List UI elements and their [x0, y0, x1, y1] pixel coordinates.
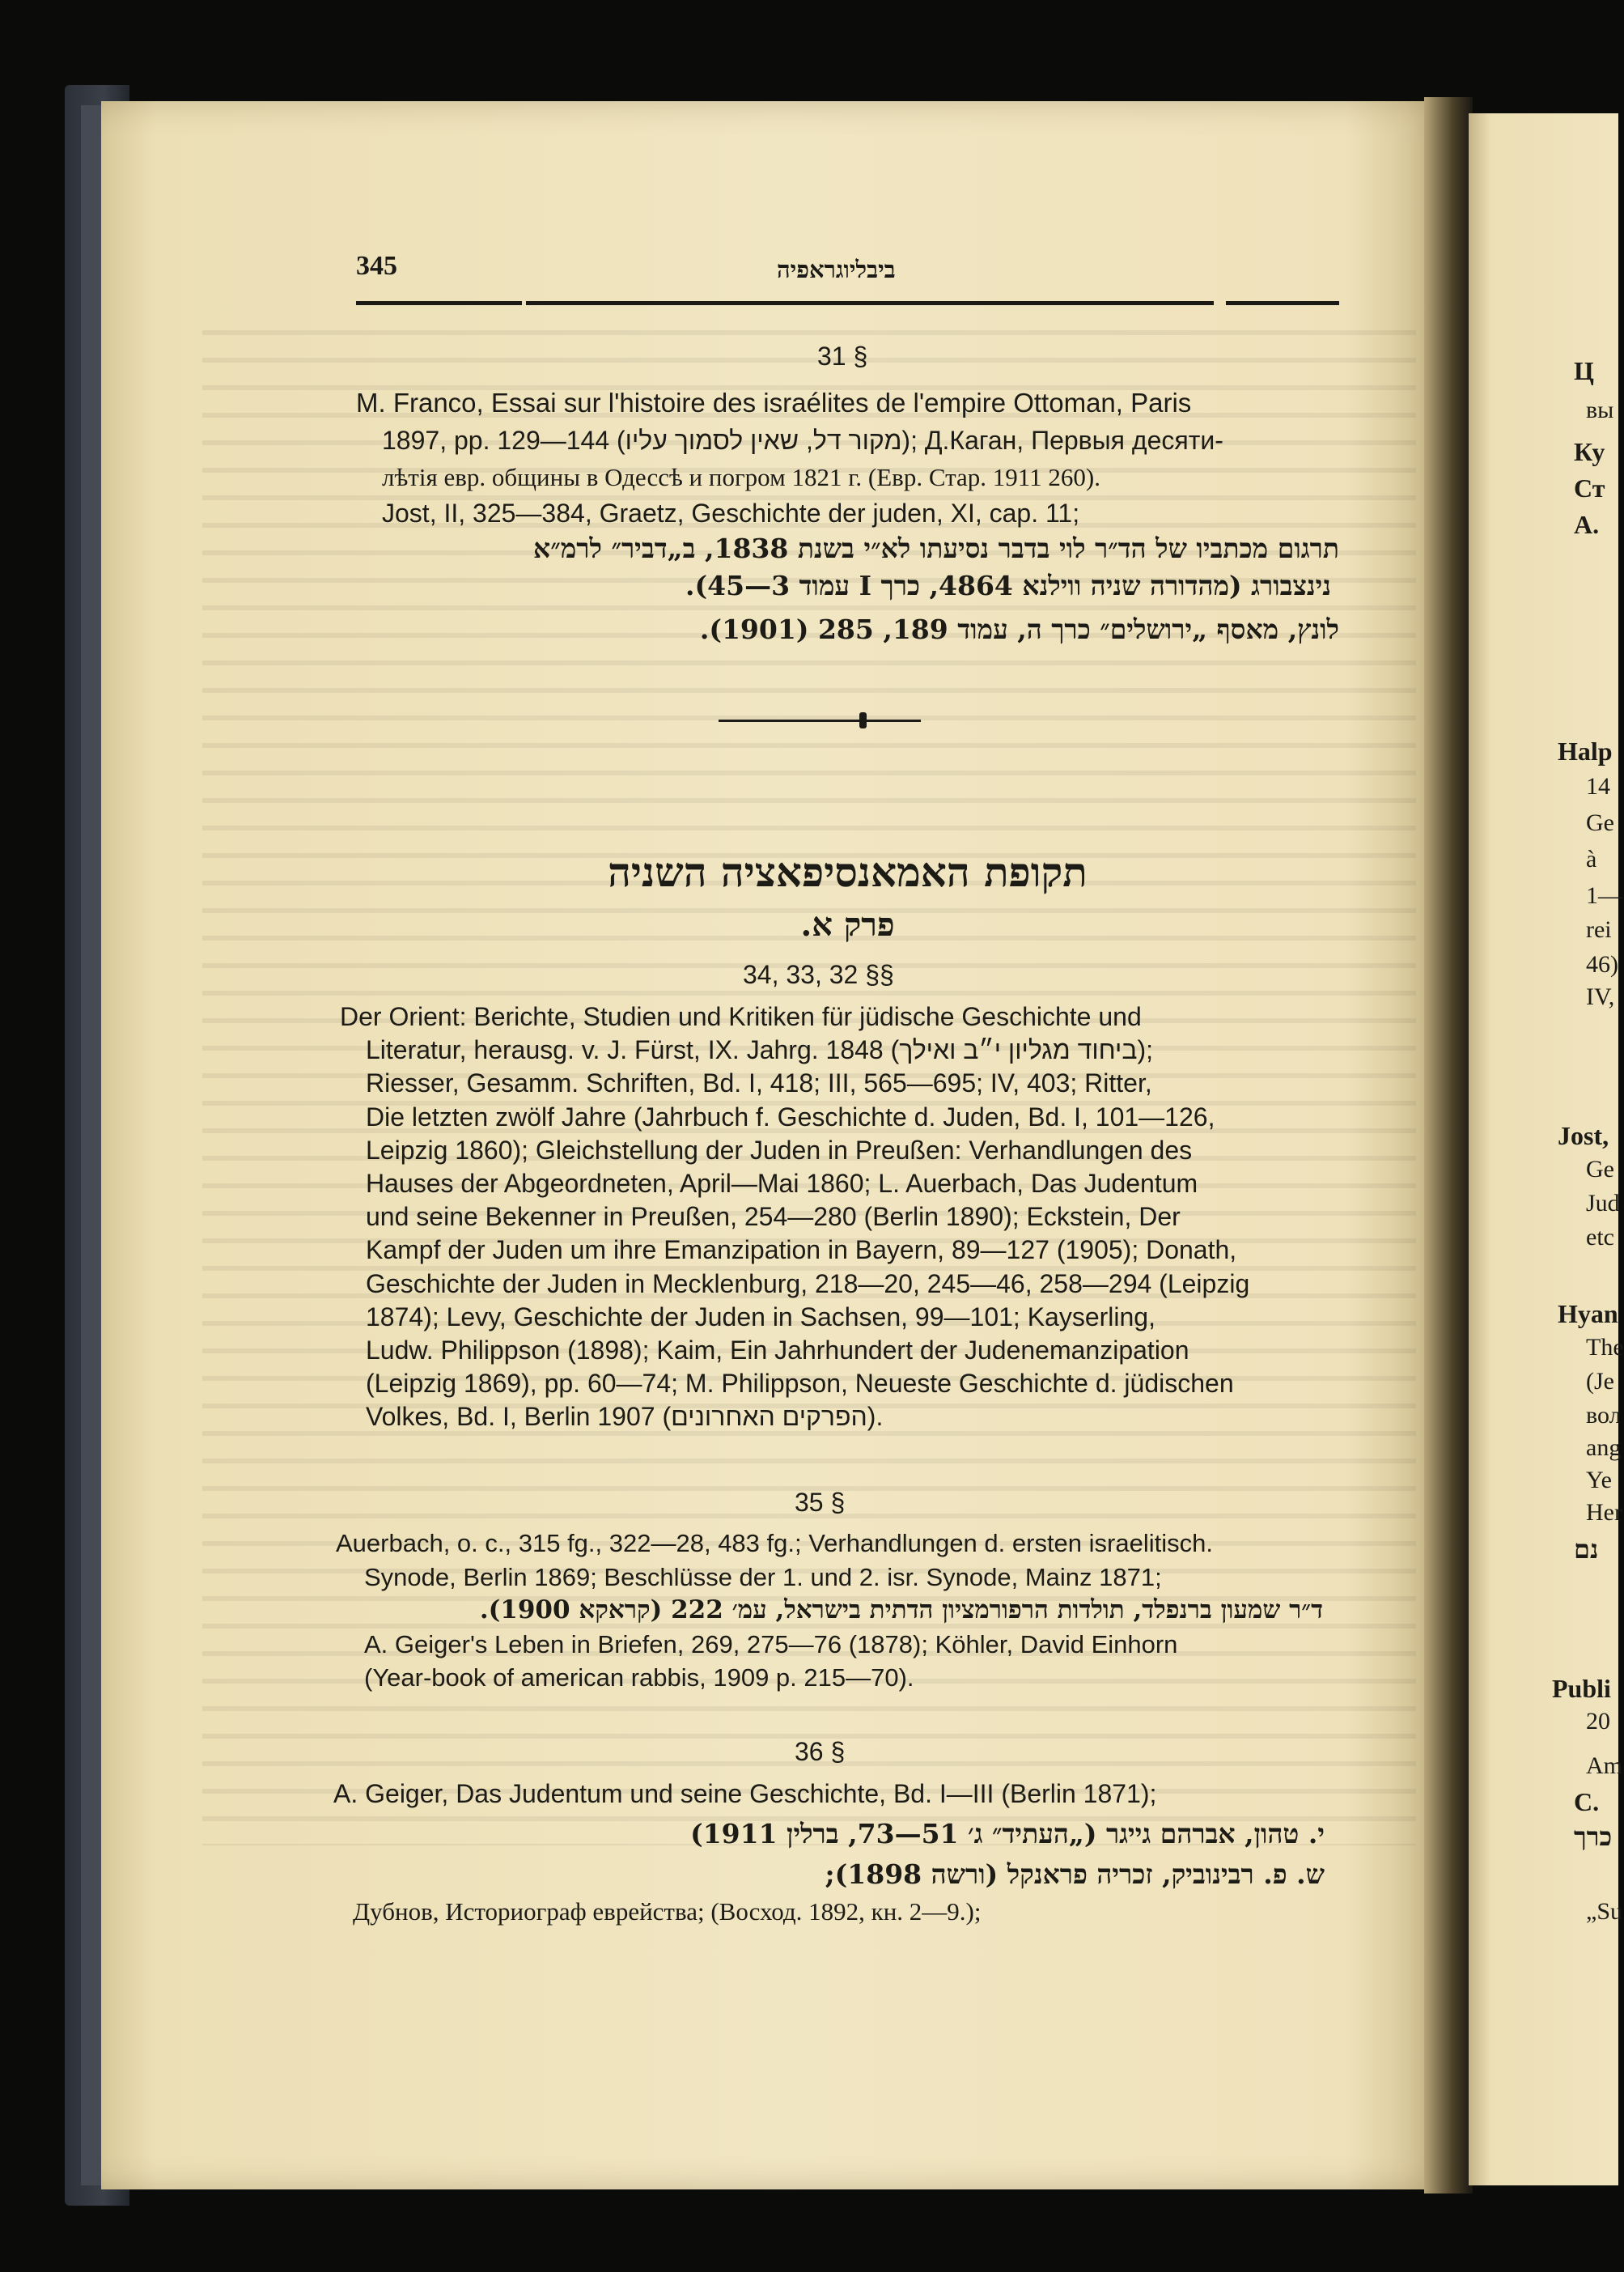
sec32-line: 1874); Levy, Geschichte der Juden in Sachsen, 99—101; Kayserling,: [366, 1302, 1155, 1331]
right-page-fragment: IV,: [1586, 983, 1615, 1010]
right-page-fragment: כרך: [1574, 1821, 1613, 1852]
right-page-fragment: ang: [1586, 1434, 1622, 1461]
sec31-line-7: לונץ, מאסף „ירושלים״ כרך ה, עמוד 189, 285 (1901).: [699, 614, 1339, 645]
sec32-line: Riesser, Gesamm. Schriften, Bd. I, 418; III, 565—695; IV, 403; Ritter,: [366, 1068, 1152, 1098]
sec31-line-5: תרגום מכתביו של הד״ר לוי בדבר נסיעתו לא״י בשנת 1838, ב„דביר״ לרמ״א: [533, 533, 1339, 564]
right-page-fragment: вы: [1586, 397, 1614, 423]
right-page-fragment: А.: [1574, 510, 1600, 539]
right-page-fragment: вол: [1586, 1402, 1622, 1429]
sec35-line: Synode, Berlin 1869; Beschlüsse der 1. und 2. isr. Synode, Mainz 1871;: [364, 1562, 1162, 1591]
sec32-line: Leipzig 1860); Gleichstellung der Juden in Preußen: Verhandlungen des: [366, 1135, 1193, 1165]
sec35-line: (Year-book of american rabbis, 1909 p. 215—70).: [364, 1663, 914, 1692]
right-page-fragment: Jost,: [1558, 1121, 1609, 1150]
sec32-paragraph: [340, 1000, 1323, 1434]
right-page-fragment: Ge: [1586, 1156, 1614, 1183]
chapter-subtitle: פרק א.: [800, 906, 895, 944]
right-page-fragment: נם: [1574, 1534, 1599, 1565]
sec35-line: ד״ר שמעון ברנפלד, תולדות הרפורמציון הדתית בישראל, עמ׳ 222 (קראקא 1900).: [479, 1595, 1323, 1624]
section-35-heading: 35 §: [795, 1488, 846, 1517]
sec32-line: Kampf der Juden um ihre Emanzipation in Bayern, 89—127 (1905); Donath,: [366, 1235, 1237, 1265]
right-page-fragment: The: [1586, 1334, 1624, 1361]
right-page-fragment: Ц: [1574, 356, 1594, 385]
sec31-line-6: נינצבורג (מהדורה שניה ווילנא 4864, כרך I עמוד 3—45).: [685, 570, 1331, 601]
right-page-fragment: 20: [1586, 1708, 1610, 1735]
sec35-paragraph: [336, 1527, 1323, 1695]
right-page-fragment: Am: [1586, 1752, 1622, 1779]
right-page-fragment: 46): [1586, 951, 1618, 978]
right-page-fragment: 1—: [1586, 882, 1622, 909]
right-page-fragment: C.: [1574, 1787, 1600, 1816]
right-page-fragment: „Su: [1586, 1898, 1622, 1925]
right-page-fragment: 14: [1586, 773, 1610, 800]
section-divider: [719, 720, 921, 722]
sec32-line: Volkes, Bd. I, Berlin 1907 (הפרקים האחרונים).: [366, 1402, 884, 1432]
right-page-fragment: Halp: [1558, 737, 1613, 766]
right-page-fragment: Ку: [1574, 437, 1605, 466]
right-page-fragment: Publi: [1552, 1674, 1611, 1703]
sec32-line: Literatur, herausg. v. J. Fürst, IX. Jahrg. 1848 (ביחוד מגליון י״ב ואילך);: [366, 1035, 1154, 1065]
sec35-line: Auerbach, o. c., 315 fg., 322—28, 483 fg.; Verhandlungen d. ersten israelitisch.: [336, 1529, 1213, 1557]
right-page-fragment: Ye: [1586, 1467, 1612, 1493]
sec32-line: Hauses der Abgeordneten, April—Mai 1860; L. Auerbach, Das Judentum: [366, 1169, 1198, 1199]
sec35-line: A. Geiger's Leben in Briefen, 269, 275—76 (1878); Köhler, David Einhorn: [364, 1629, 1178, 1658]
book-gutter: [1424, 97, 1473, 2193]
header-rule-middle: [526, 301, 1214, 305]
sec32-line: und seine Bekenner in Preußen, 254—280 (Berlin 1890); Eckstein, Der: [366, 1202, 1181, 1232]
sec36-line-2: י. טהון, אברהם גייגר („העתיד״ ג׳ 51—73, ברלין 1911): [690, 1818, 1325, 1849]
sec36-line-3: ש. פ. רבינוביק, זכריה פראנקל (ורשה 1898);: [825, 1858, 1325, 1890]
sec31-line-2: 1897, pp. 129—144 (מקור דל, שאין לסמוך עליו); Д.Каган, Первыя десяти-: [382, 426, 1223, 455]
right-page-fragment: Hyan: [1558, 1299, 1618, 1328]
sec36-line-4: Дубнов, Историограф еврейства; (Восход. 1892, кн. 2—9.);: [353, 1897, 982, 1926]
divider-ornament: [859, 712, 867, 728]
right-page-fragment: Ст: [1574, 474, 1605, 503]
right-page-fragment: rei: [1586, 916, 1612, 943]
page-number: 345: [356, 251, 397, 281]
sec32-line: Die letzten zwölf Jahre (Jahrbuch f. Geschichte d. Juden, Bd. I, 101—126,: [366, 1102, 1215, 1132]
right-page-fragment: etc: [1586, 1224, 1614, 1251]
section-36-heading: 36 §: [795, 1737, 846, 1766]
right-page-fragment: (Je: [1586, 1368, 1614, 1395]
sec31-line-1: M. Franco, Essai sur l'histoire des israélites de l'empire Ottoman, Paris: [356, 388, 1192, 418]
sec31-line-4: Jost, II, 325—384, Graetz, Geschichte der juden, XI, cap. 11;: [382, 499, 1080, 528]
sec32-line: Geschichte der Juden in Mecklenburg, 218—20, 245—46, 258—294 (Leipzig: [366, 1268, 1250, 1298]
section-32-34-heading: 34, 33, 32 §§: [743, 960, 894, 989]
right-page-fragment: Ge: [1586, 809, 1614, 836]
right-page-fragment: Her: [1586, 1499, 1622, 1526]
sec32-line: Der Orient: Berichte, Studien und Kritiken für jüdische Geschichte und: [340, 1002, 1142, 1031]
right-page-fragment: à: [1586, 846, 1597, 873]
sec36-line-1: A. Geiger, Das Judentum und seine Geschichte, Bd. I—III (Berlin 1871);: [333, 1779, 1157, 1808]
running-title: ביבליוגראפיה: [777, 256, 896, 283]
header-rule-left: [356, 301, 522, 305]
sec32-line: (Leipzig 1869), pp. 60—74; M. Philippson, Neueste Geschichte d. jüdischen: [366, 1369, 1234, 1399]
chapter-title: תקופת האמאנסיפאציה השניה: [608, 848, 1088, 896]
right-page-fragment: Jud: [1586, 1190, 1620, 1217]
sec31-line-3: лѣтія евр. общины в Одессѣ и погром 1821 г. (Евр. Стар. 1911 260).: [382, 463, 1100, 491]
section-31-heading: 31 §: [817, 342, 868, 371]
sec32-line: Ludw. Philippson (1898); Kaim, Ein Jahrhundert der Judenemanzipation: [366, 1336, 1189, 1365]
header-rule-right: [1226, 301, 1339, 305]
